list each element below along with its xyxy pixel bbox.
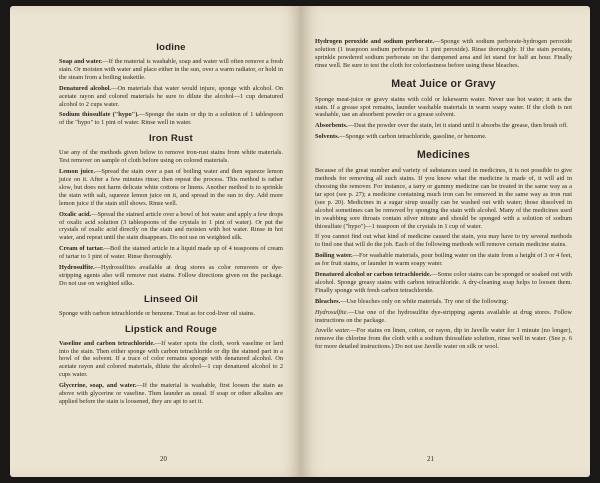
paragraph-text: —Use one of the hydrosulfite dye-stripping agents available at drug stores. Follow instructions on the package. (315, 308, 572, 324)
page-number: 20 (160, 455, 167, 463)
section-heading-medicines: Medicines (416, 149, 471, 162)
paragraph-text: —Sponge the stain or dip in a solution of 1 tablespoon of the "hypo" to 1 pint of water. Rinse well in water. (59, 111, 283, 127)
paragraph-lead: Soap and water. (59, 58, 103, 65)
paragraph (59, 168, 283, 208)
paragraph-lead: Denatured alcohol. (59, 84, 112, 92)
paragraph-text: —For stains on linen, cotton, or rayon, dip in Javelle water for 1 minute (no longer), remove the chlorine from the cloth with a sodium thiosulfate solution, rinse well in water. (See p. 6 for more detailed instructions.) Do not use Javelle water on silk or wool. (315, 327, 572, 351)
left-page (10, 6, 301, 477)
paragraph-lead: Javelle water. (315, 327, 351, 335)
paragraph-lead: Bleaches. (315, 297, 341, 305)
paragraph-text: If you cannot find out what kind of medicine caused the stain, you may have to try several methods to find one that will do the job. Each of the following methods will remove certain medicine stains. (315, 233, 572, 249)
paragraph-text: Use any of the methods given below to remove iron-rust stains from white materials. Test remover on sample of cloth before using on colored materials. (59, 149, 283, 165)
paragraph-lead: Lemon juice. (59, 168, 95, 176)
paragraph-text: —If water spots the cloth, work vaseline or lard into the stain. Then either sponge with carbon tetrachloride or dip the stained part in a bowl of the solvent. If a trace of color remains sponge with denatured alcohol. On acetate rayon and colored materials, dilute the alcohol—1 cup denatured alcohol to 2 cups water. (59, 339, 283, 379)
paragraph-lead: Solvents. (315, 133, 340, 141)
section-heading-meat-juice-or-gravy: Meat Juice or Gravy (391, 77, 496, 90)
paragraph-text: —If the material is washable, first loosen the stain as above with glycerine or vaseline. Then launder as usual. If soap or other alkalies are applied before the stain is loosened, they are apt to set it. (59, 382, 284, 405)
paragraph-text: —Sponge with sodium perborate-hydrogen peroxide solution (1 teaspoon sodium perborate to 1 pint peroxide). Rinse thoroughly. If the stain persists, sprinkle powdered sodium perborate on the dampened area and let stand for half an hour. Finally rinse well. Be sure to test the cloth for colorfastness before using these bleaches. (315, 38, 572, 69)
paragraph (59, 310, 283, 318)
paragraph-text: —Dust the powder over the stain, let it stand until it absorbs the grease, then brush off. (347, 122, 568, 130)
paragraph-lead: Glycerine, soap, and water. (59, 382, 137, 390)
paragraph (59, 149, 283, 165)
section-heading-linseed-oil: Linseed Oil (144, 293, 198, 305)
paragraph-lead: Denatured alcohol or carbon tetrachloride. (315, 271, 432, 279)
paragraph-lead: Hydrogen peroxide and sodium perborate. (315, 38, 435, 45)
paragraph (59, 245, 283, 261)
paragraph-text: —Spread the stain over a pan of boiling water and then squeeze lemon juice on it. After a few minutes rinse; then repeat the process. This method is rather slow, but does not harm delicate white cottons or linens. Another method is to sprinkle the stain with salt, squeeze lemon juice on it, and spread in the sun to dry. Add more lemon juice if the stain still shows. Rinse well. (59, 168, 283, 207)
paragraph-lead: Boiling water. (315, 252, 353, 260)
paragraph (315, 122, 572, 130)
paragraph (315, 271, 572, 295)
paragraph (59, 382, 283, 406)
paragraph-text: —Spread the stained article over a bowl of hot water and apply a few drops of oxalic acid solution (3 tablespoons of the crystals to 1 pint of water). Or put the crystals of oxalic acid directly on the stain and moisten with hot water. Rinse in hot water, and repeat until the stain disappears. Do not use on weighted silk. (59, 210, 283, 242)
page-number: 21 (427, 455, 434, 463)
paragraph-text: Because of the great number and variety of substances used in medicines, it is not possible to give methods for removing all such stains. If you know what the medicine is made of, it will aid in choosing the remover. For instance, a tarry or gummy medicine can be treated in the same way as a tar spot (see p. 27); a medicine containing much iron can be removed in the same way as iron rust (see p. 20). Medicines in a sugar sirup usually can be washed out with water; those dissolved in alcohol sometimes can be removed by sponging the stain with alcohol. Many of the medicines used in swabbing sore throats contain silver nitrate and should be sponged with a solution of sodium thiosulfate ("hypo")—1 teaspoon of the crystals in 1 cup of water. (315, 167, 572, 230)
paragraph-text: —Use bleaches only on white materials. Try one of the following: (340, 297, 509, 305)
paragraph-lead: Oxalic acid. (59, 210, 92, 218)
paragraph (315, 233, 572, 249)
paragraph (315, 96, 572, 120)
paragraph (59, 264, 283, 288)
paragraph (59, 211, 283, 243)
paragraph-text: Sponge with carbon tetrachloride or benzene. Treat as for cod-liver oil stains. (59, 309, 256, 317)
section-heading-iodine: Iodine (156, 42, 186, 53)
paragraph-text: —For washable materials, pour boiling water on the stain from a height of 3 or 4 feet, as for fruit stains, or launder in warm soapy water. (315, 252, 572, 268)
paragraph (315, 38, 572, 70)
paragraph-lead: Cream of tartar. (59, 245, 104, 253)
paragraph-text: —If the material is washable, soap and water will often remove a fresh stain. Or moisten with water and place either in the sun, over a warm radiator, or hold in the steam from a boiling teakettle. (59, 58, 283, 81)
paragraph (59, 340, 283, 380)
paragraph-text: —Some color stains can be sponged or soaked out with alcohol. Sponge greasy stains with carbon tetrachloride. A dry-cleaning soap helps to loosen them. Finally sponge with fresh carbon tetrachloride. (315, 271, 573, 294)
paragraph-lead: Vaseline and carbon tetrachloride. (59, 339, 155, 347)
paragraph (315, 133, 572, 141)
paragraph (59, 58, 283, 82)
paragraph-text: —Sponge with carbon tetrachloride, gasoline, or benzene. (339, 133, 487, 141)
paragraph-lead: Absorbents. (315, 122, 348, 130)
paragraph (59, 111, 283, 127)
right-page (301, 6, 590, 477)
paragraph (315, 167, 572, 230)
paragraph-lead: Hydrosulfite. (59, 264, 95, 272)
paragraph-lead: Hydrosulfite. (315, 308, 349, 316)
section-heading-lipstick-and-rouge: Lipstick and Rouge (124, 323, 218, 335)
section-heading-iron-rust: Iron Rust (149, 133, 193, 145)
paragraph (315, 252, 572, 268)
paragraph-text: —On materials that water would injure, sponge with alcohol. On acetate rayon and colored materials be sure to dilute the alcohol—1 cup denatured alcohol to 2 cups water. (59, 84, 283, 108)
paragraph-lead: Sodium thiosulfate ("hypo"). (59, 111, 139, 119)
paragraph-text: Sponge meat-juice or gravy stains with cold or lukewarm water. Never use hot water; it sets the stain. If a grease spot remains, launder washable materials in warm soapy water. If the cloth is not washable, use an absorbent powder or a grease solvent. (315, 95, 572, 119)
paragraph (315, 309, 572, 325)
paragraph-text: —Hydrosulfites available at drug stores as color removers or dye-stripping agents also will remove rust stains. Follow directions given on the package. Do not use on weighted silks. (59, 264, 283, 287)
paragraph (315, 327, 572, 351)
paragraph-text: —Boil the stained article in a liquid made up of 4 teaspoons of cream of tartar to 1 pint of water. Rinse thoroughly. (59, 245, 283, 261)
paragraph (59, 85, 283, 109)
paragraph (315, 298, 572, 306)
